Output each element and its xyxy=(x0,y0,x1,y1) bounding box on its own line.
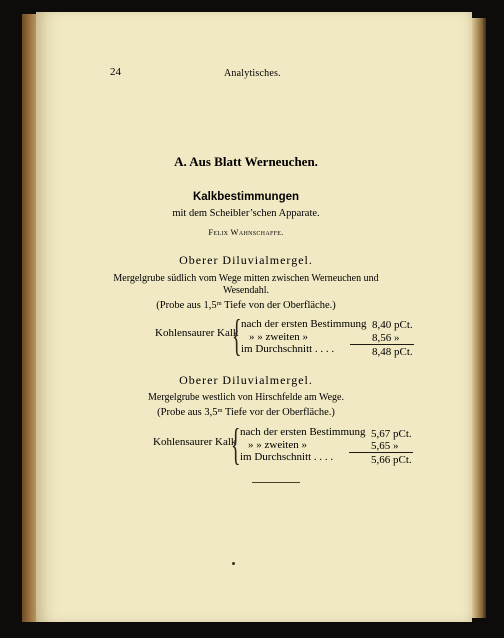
sample-1-row-2-text: » » zweiten » xyxy=(249,331,308,343)
author-line: Felix Wahnschaffe. xyxy=(208,227,284,237)
page-speck xyxy=(232,562,235,565)
section-end-rule xyxy=(252,482,300,483)
book-page xyxy=(36,12,472,622)
subheading: Kalkbestimmungen xyxy=(192,191,300,203)
sample-1-row-3-text: im Durchschnitt . . . . xyxy=(241,343,335,355)
sample-1-row-3-value: 8,48 pCt. xyxy=(372,346,413,358)
sample-2-row-1-value: 5,67 pCt. xyxy=(371,428,412,440)
running-head: Analytisches. xyxy=(224,68,281,79)
sample-2-brace: { xyxy=(231,420,241,469)
sample-2-row-2-value: 5,65 » xyxy=(371,440,399,452)
book-edge-right xyxy=(472,18,486,618)
section-heading: A. Aus Blatt Werneuchen. xyxy=(174,154,318,169)
sample-2-row-1-text: nach der ersten Bestimmung xyxy=(240,426,366,438)
sample-2-row-2-text: » » zweiten » xyxy=(248,439,307,451)
sample-1-row-1-text: nach der ersten Bestimmung xyxy=(241,318,367,330)
sample-1-label: Kohlensaurer Kalk xyxy=(155,327,239,339)
sample-1-location-line2: Wesendahl. xyxy=(222,285,270,296)
sample-2-row-3-text: im Durchschnitt . . . . xyxy=(240,451,334,463)
sample-1-probe: (Probe aus 1,5ᵐ Tiefe von der Oberfläche.) xyxy=(156,300,336,311)
sample-2-probe: (Probe aus 3,5ᵐ Tiefe vor der Oberfläche.) xyxy=(157,407,335,418)
book-edge-left xyxy=(22,14,36,622)
sample-1-sum-rule xyxy=(350,344,414,345)
sample-1-row-2-value: 8,56 » xyxy=(372,332,400,344)
sample-1-brace: { xyxy=(232,311,242,360)
page-number: 24 xyxy=(110,66,121,78)
sample-1-title: Oberer Diluvialmergel. xyxy=(179,253,313,267)
sample-1-row-1-value: 8,40 pCt. xyxy=(372,319,413,331)
sample-2-row-3-value: 5,66 pCt. xyxy=(371,454,412,466)
sample-2-title: Oberer Diluvialmergel. xyxy=(179,373,313,387)
sample-2-sum-rule xyxy=(349,452,413,453)
method-line: mit dem Scheibler’schen Apparate. xyxy=(172,208,320,219)
sample-2-label: Kohlensaurer Kalk xyxy=(153,436,237,448)
sample-1-location-line1: Mergelgrube südlich vom Wege mitten zwischen Werneuchen und xyxy=(113,273,379,284)
sample-2-location-line1: Mergelgrube westlich von Hirschfelde am Wege. xyxy=(148,392,344,403)
